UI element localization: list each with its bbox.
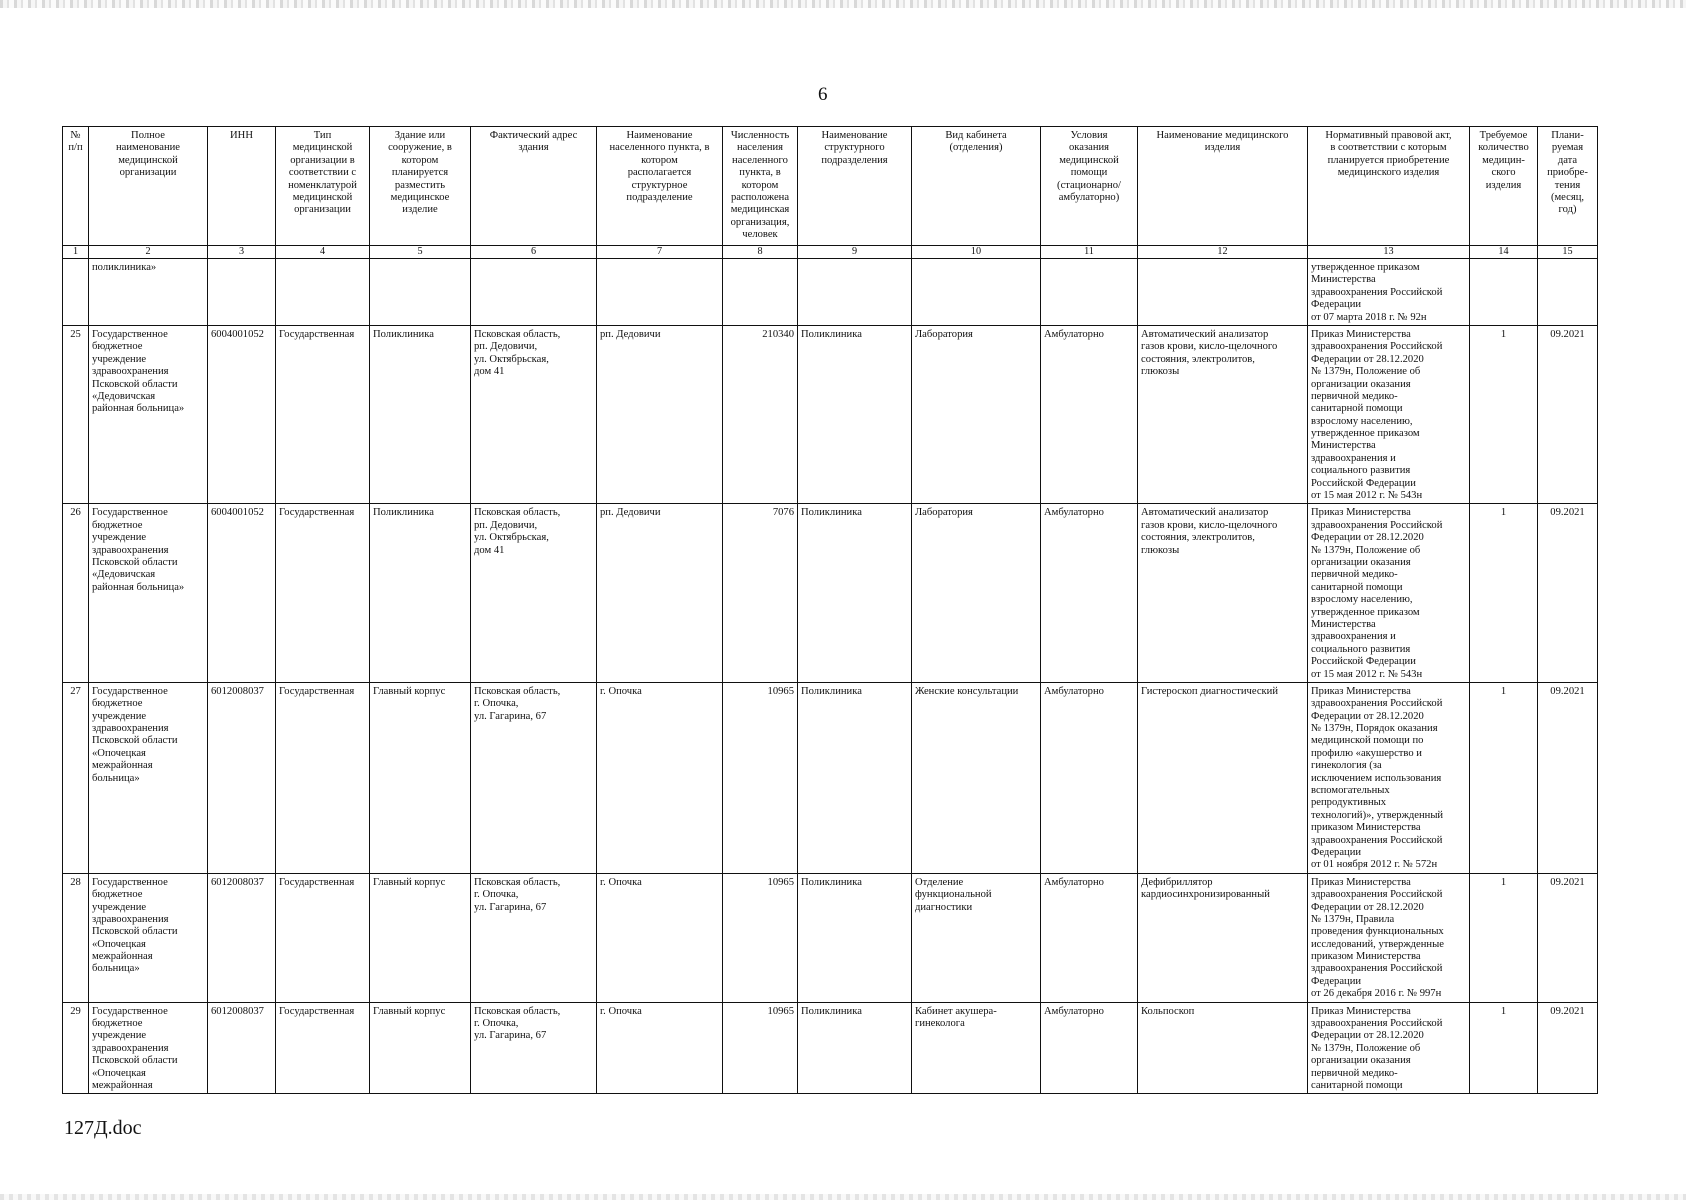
address: Псковская область, рп. Дедовичи, ул. Октябрьская, дом 41	[471, 504, 597, 682]
org-name: Государственное бюджетное учреждение здравоохранения Псковской области «Дедовичская районная больница»	[89, 325, 208, 503]
locality: г. Опочка	[597, 682, 723, 873]
scan-edge-bottom	[0, 1194, 1686, 1200]
header-purchase-date: Плани- руемая дата приобре- тения (месяц, год)	[1538, 127, 1598, 246]
column-number: 9	[798, 246, 912, 259]
column-number: 7	[597, 246, 723, 259]
inn-cell: 6004001052	[208, 325, 276, 503]
division: Поликлиника	[798, 325, 912, 503]
quantity: 1	[1470, 873, 1538, 1002]
header-device: Наименование медицинского изделия	[1138, 127, 1308, 246]
column-number: 1	[63, 246, 89, 259]
care-conditions: Амбулаторно	[1041, 504, 1138, 682]
building	[370, 259, 471, 326]
care-conditions: Амбулаторно	[1041, 1002, 1138, 1094]
header-quantity: Требуемое количество медицин- ского изделия	[1470, 127, 1538, 246]
cabinet-type: Отделение функциональной диагностики	[912, 873, 1041, 1002]
inn-cell: 6012008037	[208, 873, 276, 1002]
column-number: 15	[1538, 246, 1598, 259]
cabinet-type: Лаборатория	[912, 325, 1041, 503]
header-cabinet: Вид кабинета (отделения)	[912, 127, 1041, 246]
scan-edge-top	[0, 0, 1686, 8]
address: Псковская область, рп. Дедовичи, ул. Октябрьская, дом 41	[471, 325, 597, 503]
division: Поликлиника	[798, 682, 912, 873]
table-row	[63, 682, 1598, 873]
purchase-date	[1538, 259, 1598, 326]
legal-act: утвержденное приказом Министерства здравоохранения Российской Федерации от 07 марта 2018 г. № 92н	[1308, 259, 1470, 326]
table-row	[63, 259, 1598, 326]
quantity: 1	[1470, 1002, 1538, 1094]
column-number: 10	[912, 246, 1041, 259]
org-type: Государственная	[276, 682, 370, 873]
legal-act: Приказ Министерства здравоохранения Российской Федерации от 28.12.2020 № 1379н, Правила проведения функциональных исследований, утвержденные приказом Министерства здравоохранения Российской Федерации от 26 декабря 2016 г. № 997н	[1308, 873, 1470, 1002]
column-number: 6	[471, 246, 597, 259]
division	[798, 259, 912, 326]
device-name: Автоматический анализатор газов крови, кисло-щелочного состояния, электролитов, глюкозы	[1138, 504, 1308, 682]
care-conditions	[1041, 259, 1138, 326]
header-population: Численность населения населенного пункта, в котором расположена медицинская организация, человек	[723, 127, 798, 246]
header-legal-act: Нормативный правовой акт, в соответствии с которым планируется приобретение медицинского изделия	[1308, 127, 1470, 246]
header-locality: Наименование населенного пункта, в котором располагается структурное подразделение	[597, 127, 723, 246]
population: 10965	[723, 873, 798, 1002]
division: Поликлиника	[798, 1002, 912, 1094]
cabinet-type	[912, 259, 1041, 326]
quantity: 1	[1470, 325, 1538, 503]
building: Поликлиника	[370, 325, 471, 503]
division: Поликлиника	[798, 873, 912, 1002]
care-conditions: Амбулаторно	[1041, 873, 1138, 1002]
population	[723, 259, 798, 326]
legal-act: Приказ Министерства здравоохранения Российской Федерации от 28.12.2020 № 1379н, Положение об организации оказания первичной медико- санитарной помощи взрослому населению, утвержденное приказом Министерства здравоохранения и социального развития Российской Федерации от 15 мая 2012 г. № 543н	[1308, 325, 1470, 503]
org-type: Государственная	[276, 504, 370, 682]
device-registry-table	[62, 126, 1598, 1094]
org-name: Государственное бюджетное учреждение здравоохранения Псковской области «Опочецкая межрайонная	[89, 1002, 208, 1094]
column-number: 3	[208, 246, 276, 259]
address: Псковская область, г. Опочка, ул. Гагарина, 67	[471, 1002, 597, 1094]
inn-cell: 6004001052	[208, 504, 276, 682]
org-name: поликлиника»	[89, 259, 208, 326]
header-inn: ИНН	[208, 127, 276, 246]
device-name: Дефибриллятор кардиосинхронизированный	[1138, 873, 1308, 1002]
purchase-date: 09.2021	[1538, 1002, 1598, 1094]
column-number: 14	[1470, 246, 1538, 259]
building: Поликлиника	[370, 504, 471, 682]
header-division: Наименование структурного подразделения	[798, 127, 912, 246]
table-row	[63, 1002, 1598, 1094]
header-num: № п/п	[63, 127, 89, 246]
quantity: 1	[1470, 504, 1538, 682]
page-number: 6	[818, 84, 828, 105]
device-name: Автоматический анализатор газов крови, кисло-щелочного состояния, электролитов, глюкозы	[1138, 325, 1308, 503]
table-row	[63, 873, 1598, 1002]
column-number: 13	[1308, 246, 1470, 259]
population: 10965	[723, 1002, 798, 1094]
purchase-date: 09.2021	[1538, 873, 1598, 1002]
org-type: Государственная	[276, 325, 370, 503]
cabinet-type: Кабинет акушера- гинеколога	[912, 1002, 1041, 1094]
legal-act: Приказ Министерства здравоохранения Российской Федерации от 28.12.2020 № 1379н, Положение об организации оказания первичной медико- санитарной помощи	[1308, 1002, 1470, 1094]
column-number: 2	[89, 246, 208, 259]
column-number-row	[63, 246, 1598, 259]
care-conditions: Амбулаторно	[1041, 682, 1138, 873]
row-number: 27	[63, 682, 89, 873]
header-building: Здание или сооружение, в котором планируется разместить медицинское изделие	[370, 127, 471, 246]
purchase-date: 09.2021	[1538, 682, 1598, 873]
row-number: 26	[63, 504, 89, 682]
row-number	[63, 259, 89, 326]
column-number: 12	[1138, 246, 1308, 259]
header-org-name: Полное наименование медицинской организации	[89, 127, 208, 246]
cabinet-type: Женские консультации	[912, 682, 1041, 873]
population: 7076	[723, 504, 798, 682]
device-name: Кольпоскоп	[1138, 1002, 1308, 1094]
footer-filename: 127Д.doc	[64, 1117, 142, 1139]
care-conditions: Амбулаторно	[1041, 325, 1138, 503]
table-row	[63, 504, 1598, 682]
column-number: 8	[723, 246, 798, 259]
purchase-date: 09.2021	[1538, 325, 1598, 503]
building: Главный корпус	[370, 1002, 471, 1094]
column-number: 4	[276, 246, 370, 259]
legal-act: Приказ Министерства здравоохранения Российской Федерации от 28.12.2020 № 1379н, Положение об организации оказания первичной медико- санитарной помощи взрослому населению, утвержденное приказом Министерства здравоохранения и социального развития Российской Федерации от 15 мая 2012 г. № 543н	[1308, 504, 1470, 682]
inn-cell: 6012008037	[208, 682, 276, 873]
building: Главный корпус	[370, 682, 471, 873]
table-row	[63, 325, 1598, 503]
row-number: 28	[63, 873, 89, 1002]
row-number: 29	[63, 1002, 89, 1094]
header-row	[63, 127, 1598, 246]
header-address: Фактический адрес здания	[471, 127, 597, 246]
locality	[597, 259, 723, 326]
locality: рп. Дедовичи	[597, 504, 723, 682]
cabinet-type: Лаборатория	[912, 504, 1041, 682]
inn-cell: 6012008037	[208, 1002, 276, 1094]
quantity	[1470, 259, 1538, 326]
locality: г. Опочка	[597, 1002, 723, 1094]
locality: г. Опочка	[597, 873, 723, 1002]
header-conditions: Условия оказания медицинской помощи (стационарно/ амбулаторно)	[1041, 127, 1138, 246]
header-org-type: Тип медицинской организации в соответствии с номенклатурой медицинской организации	[276, 127, 370, 246]
org-type: Государственная	[276, 1002, 370, 1094]
address: Псковская область, г. Опочка, ул. Гагарина, 67	[471, 682, 597, 873]
org-name: Государственное бюджетное учреждение здравоохранения Псковской области «Опочецкая межрайонная больница»	[89, 873, 208, 1002]
legal-act: Приказ Министерства здравоохранения Российской Федерации от 28.12.2020 № 1379н, Порядок оказания медицинской помощи по профилю «акушерство и гинекология (за исключением использования вспомогательных репродуктивных технологий)», утвержденный приказом Министерства здравоохранения Российской Федерации от 01 ноября 2012 г. № 572н	[1308, 682, 1470, 873]
row-number: 25	[63, 325, 89, 503]
device-name: Гистероскоп диагностический	[1138, 682, 1308, 873]
column-number: 11	[1041, 246, 1138, 259]
org-name: Государственное бюджетное учреждение здравоохранения Псковской области «Дедовичская районная больница»	[89, 504, 208, 682]
org-name: Государственное бюджетное учреждение здравоохранения Псковской области «Опочецкая межрайонная больница»	[89, 682, 208, 873]
building: Главный корпус	[370, 873, 471, 1002]
quantity: 1	[1470, 682, 1538, 873]
address: Псковская область, г. Опочка, ул. Гагарина, 67	[471, 873, 597, 1002]
purchase-date: 09.2021	[1538, 504, 1598, 682]
division: Поликлиника	[798, 504, 912, 682]
population: 210340	[723, 325, 798, 503]
device-name	[1138, 259, 1308, 326]
population: 10965	[723, 682, 798, 873]
column-number: 5	[370, 246, 471, 259]
inn-cell	[208, 259, 276, 326]
org-type: Государственная	[276, 873, 370, 1002]
address	[471, 259, 597, 326]
org-type	[276, 259, 370, 326]
locality: рп. Дедовичи	[597, 325, 723, 503]
